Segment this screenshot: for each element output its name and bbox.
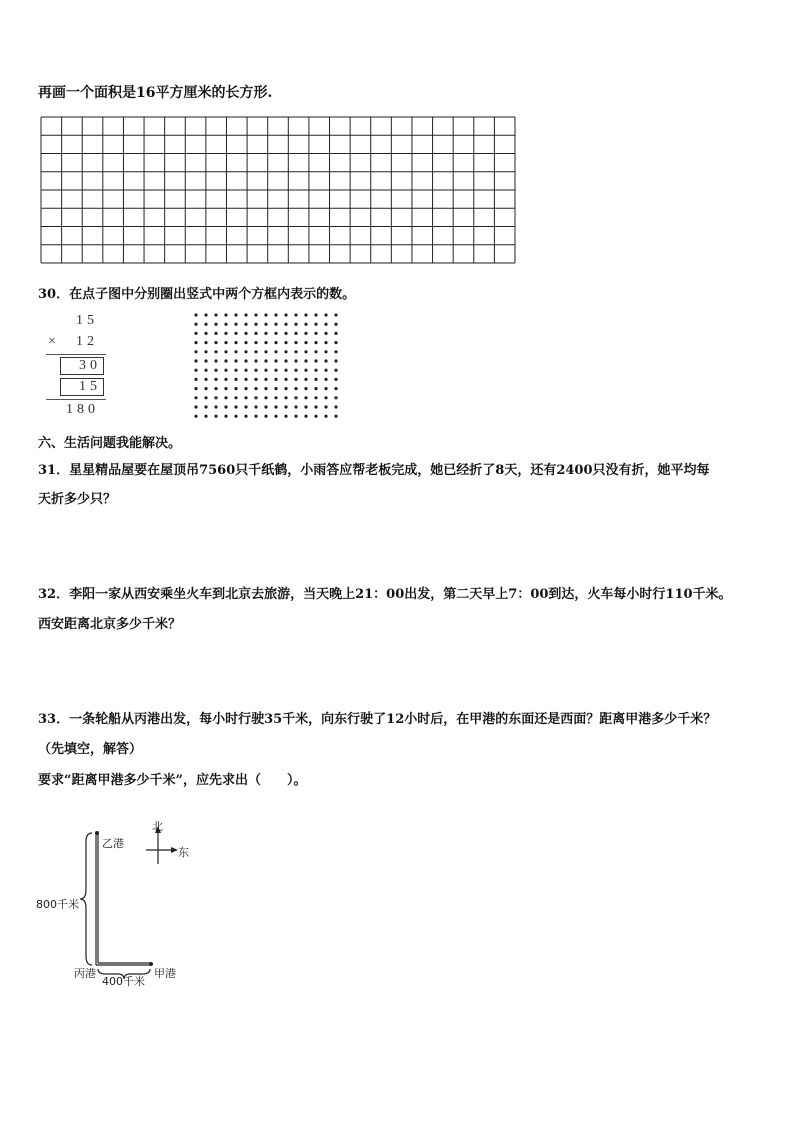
multiplier: 12 <box>76 334 98 349</box>
q31-line-1: 31．星星精品屋要在屋顶吊7560只千纸鹤，小雨答应帮老板完成，她已经折了8天，还有2400只没有折，她平均每 <box>38 463 710 478</box>
label-port-jia: 甲港 <box>154 967 176 980</box>
dot <box>294 332 297 335</box>
dot <box>304 369 307 372</box>
label-north: 北 <box>152 820 163 833</box>
dot <box>314 323 317 326</box>
partial-product-box-2: 15 <box>60 378 104 396</box>
dot <box>204 350 207 353</box>
dot <box>214 387 217 390</box>
dot <box>224 332 227 335</box>
dot <box>224 387 227 390</box>
dot <box>204 359 207 362</box>
dot <box>324 350 327 353</box>
dot <box>334 313 337 316</box>
dot <box>264 332 267 335</box>
dot <box>194 405 197 408</box>
dot <box>334 359 337 362</box>
dot <box>194 323 197 326</box>
dot <box>244 350 247 353</box>
dot <box>274 369 277 372</box>
dot <box>254 369 257 372</box>
dot <box>254 396 257 399</box>
dot <box>294 378 297 381</box>
label-400km: 400千米 <box>102 975 145 988</box>
dot <box>244 405 247 408</box>
dot <box>324 405 327 408</box>
rule-2 <box>46 399 106 400</box>
dot <box>304 341 307 344</box>
dot <box>234 350 237 353</box>
dot <box>334 350 337 353</box>
dot <box>194 396 197 399</box>
dot <box>284 405 287 408</box>
dot <box>244 332 247 335</box>
dot <box>264 396 267 399</box>
dot <box>214 405 217 408</box>
dot <box>214 378 217 381</box>
dot <box>334 387 337 390</box>
dot <box>224 341 227 344</box>
dot <box>264 369 267 372</box>
dot <box>204 313 207 316</box>
dot <box>324 341 327 344</box>
dot <box>284 323 287 326</box>
dot <box>234 313 237 316</box>
dot <box>264 323 267 326</box>
dot <box>244 387 247 390</box>
dot <box>324 359 327 362</box>
dot <box>254 359 257 362</box>
dot <box>244 369 247 372</box>
dot <box>254 313 257 316</box>
dot <box>334 415 337 418</box>
q31-line-2: 天折多少只？ <box>38 492 117 507</box>
dot <box>224 405 227 408</box>
dot <box>204 405 207 408</box>
dot <box>224 350 227 353</box>
dot <box>334 405 337 408</box>
dot <box>274 359 277 362</box>
dot <box>314 415 317 418</box>
dot <box>304 378 307 381</box>
dot <box>324 369 327 372</box>
dot <box>204 341 207 344</box>
dot <box>294 341 297 344</box>
dot <box>284 313 287 316</box>
dot <box>304 396 307 399</box>
dot <box>314 378 317 381</box>
dot <box>274 323 277 326</box>
dot <box>194 313 197 316</box>
dot <box>214 341 217 344</box>
dot <box>304 350 307 353</box>
label-port-bing: 丙港 <box>74 967 96 980</box>
dot <box>254 341 257 344</box>
dot <box>214 359 217 362</box>
square-grid <box>40 116 516 264</box>
dot <box>284 332 287 335</box>
dot <box>244 313 247 316</box>
port-jia-dot <box>149 962 153 966</box>
dot <box>224 378 227 381</box>
dot <box>234 323 237 326</box>
dot <box>254 332 257 335</box>
dot <box>294 405 297 408</box>
dot <box>264 350 267 353</box>
label-port-yi: 乙港 <box>102 837 124 850</box>
dot <box>194 415 197 418</box>
dot <box>194 369 197 372</box>
dot <box>274 396 277 399</box>
dot <box>314 313 317 316</box>
dot <box>224 369 227 372</box>
dot <box>254 323 257 326</box>
dot <box>264 313 267 316</box>
dot <box>324 332 327 335</box>
dot <box>264 405 267 408</box>
q33-line-2: （先填空，解答） <box>38 742 143 757</box>
dot <box>304 387 307 390</box>
dot <box>294 359 297 362</box>
dot <box>284 369 287 372</box>
dot <box>334 378 337 381</box>
dot <box>224 313 227 316</box>
dot <box>214 313 217 316</box>
dot <box>284 396 287 399</box>
dot <box>324 415 327 418</box>
dot <box>234 332 237 335</box>
dot <box>314 396 317 399</box>
dot <box>204 323 207 326</box>
dot <box>194 350 197 353</box>
dot <box>294 369 297 372</box>
dot <box>194 387 197 390</box>
dot <box>234 405 237 408</box>
q32-line-1: 32．李阳一家从西安乘坐火车到北京去旅游，当天晚上21：00出发，第二天早上7：00到达，火车每小时行110千米。 <box>38 587 732 602</box>
dot <box>284 359 287 362</box>
dot <box>274 415 277 418</box>
dot <box>284 378 287 381</box>
dot <box>284 415 287 418</box>
dot <box>304 359 307 362</box>
label-800km: 800千米 <box>36 898 79 911</box>
dot <box>314 359 317 362</box>
dot <box>274 332 277 335</box>
dot <box>234 359 237 362</box>
label-east: 东 <box>178 846 189 859</box>
dot <box>244 378 247 381</box>
section-6-title: 六、生活问题我能解决。 <box>38 436 182 451</box>
dot <box>264 415 267 418</box>
dot <box>214 415 217 418</box>
dot <box>214 350 217 353</box>
dot <box>244 341 247 344</box>
dot <box>334 396 337 399</box>
q32-line-2: 西安距离北京多少千米？ <box>38 617 182 632</box>
dot <box>214 396 217 399</box>
dot <box>204 369 207 372</box>
dot <box>224 415 227 418</box>
east-arrow-icon <box>171 847 178 853</box>
dot <box>234 378 237 381</box>
dot <box>304 332 307 335</box>
product: 180 <box>66 402 99 417</box>
dot <box>204 387 207 390</box>
dot <box>194 378 197 381</box>
dot <box>284 387 287 390</box>
dot <box>234 387 237 390</box>
q33-line-3: 要求“距离甲港多少千米”，应先求出（ ）。 <box>38 773 307 788</box>
dot <box>274 313 277 316</box>
dot <box>324 313 327 316</box>
q29-instruction: 再画一个面积是16平方厘米的长方形. <box>38 85 273 101</box>
dot <box>294 415 297 418</box>
dot <box>294 387 297 390</box>
dot <box>234 396 237 399</box>
dot <box>264 341 267 344</box>
dot <box>264 378 267 381</box>
partial-product-box-1: 30 <box>60 357 104 375</box>
dot <box>274 405 277 408</box>
dot <box>324 323 327 326</box>
dot <box>334 341 337 344</box>
dot <box>214 332 217 335</box>
dot <box>274 341 277 344</box>
dot <box>294 323 297 326</box>
dot <box>214 323 217 326</box>
dot <box>304 405 307 408</box>
dot <box>194 359 197 362</box>
dot <box>314 341 317 344</box>
dot <box>284 350 287 353</box>
dot <box>314 369 317 372</box>
dot <box>324 396 327 399</box>
dot <box>334 332 337 335</box>
dot <box>264 359 267 362</box>
vertical-brace <box>80 833 92 965</box>
dot <box>334 323 337 326</box>
dot <box>224 396 227 399</box>
dot <box>314 405 317 408</box>
dot <box>234 415 237 418</box>
dot <box>244 323 247 326</box>
dot <box>234 341 237 344</box>
dot <box>234 369 237 372</box>
dot <box>314 387 317 390</box>
dot <box>294 313 297 316</box>
dot <box>254 415 257 418</box>
dot <box>194 341 197 344</box>
dot <box>284 341 287 344</box>
multiplicand: 15 <box>76 313 98 328</box>
dot <box>244 415 247 418</box>
dot <box>214 369 217 372</box>
dot <box>274 378 277 381</box>
dot <box>324 378 327 381</box>
dot <box>254 350 257 353</box>
multiply-sign: × <box>48 334 60 349</box>
dot <box>204 415 207 418</box>
dot <box>264 387 267 390</box>
dot-grid <box>192 311 340 421</box>
dot <box>244 396 247 399</box>
dot <box>304 323 307 326</box>
dot <box>244 359 247 362</box>
q33-line-1: 33．一条轮船从丙港出发，每小时行驶35千米，向东行驶了12小时后，在甲港的东面还是西面？距离甲港多少千米？ <box>38 712 717 727</box>
rule-1 <box>46 354 106 355</box>
dot <box>314 350 317 353</box>
dot <box>314 332 317 335</box>
vertical-multiplication <box>38 310 118 420</box>
dot <box>254 378 257 381</box>
port-yi-dot <box>95 831 99 835</box>
dot <box>204 378 207 381</box>
dot <box>254 405 257 408</box>
dot <box>204 332 207 335</box>
q30-prompt: 30．在点子图中分别圈出竖式中两个方框内表示的数。 <box>38 287 356 302</box>
dot <box>194 332 197 335</box>
dot <box>224 359 227 362</box>
dot <box>204 396 207 399</box>
dot <box>274 387 277 390</box>
dot <box>274 350 277 353</box>
dot <box>304 415 307 418</box>
dot <box>324 387 327 390</box>
dot <box>294 350 297 353</box>
dot <box>304 313 307 316</box>
dot <box>334 369 337 372</box>
dot <box>294 396 297 399</box>
dot <box>224 323 227 326</box>
dot <box>254 387 257 390</box>
